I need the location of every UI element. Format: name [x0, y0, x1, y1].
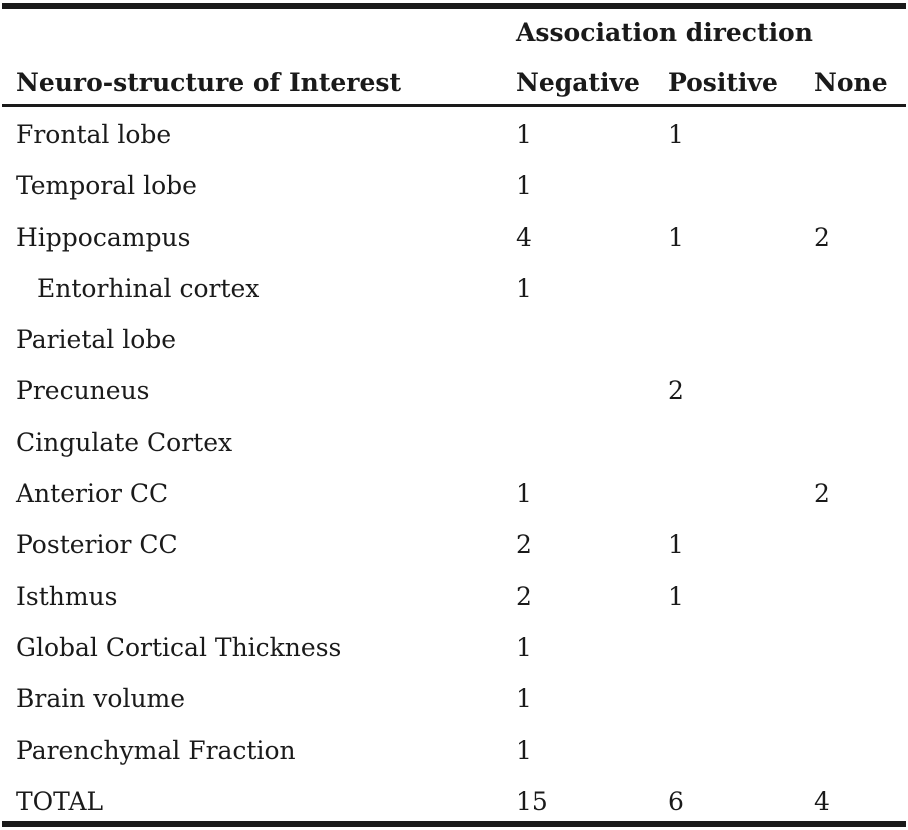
cell-none: 2 — [814, 479, 830, 509]
cell-negative: 1 — [516, 120, 532, 149]
row-label: Temporal lobe — [16, 171, 197, 201]
group-header-association-direction: Association direction — [516, 18, 813, 47]
table-body — [0, 110, 908, 828]
table-bottom-rule — [2, 821, 906, 827]
cell-negative: 2 — [516, 581, 532, 611]
row-label: Global Cortical Thickness — [16, 632, 342, 662]
row-label: Cingulate Cortex — [16, 427, 233, 457]
column-header-neuro-structure: Neuro-structure of Interest — [16, 68, 402, 97]
table-row — [0, 520, 908, 571]
table-row — [0, 366, 908, 417]
table-row — [0, 213, 908, 264]
cell-positive: 1 — [668, 530, 684, 560]
table-row — [0, 572, 908, 623]
row-label: Entorhinal cortex — [37, 273, 260, 303]
cell-negative: 2 — [516, 530, 532, 560]
column-header-negative: Negative — [516, 68, 640, 97]
cell-negative: 4 — [516, 222, 532, 252]
row-label: Parenchymal Fraction — [16, 735, 296, 765]
table-row — [0, 418, 908, 469]
table-header-rule — [2, 104, 906, 107]
table-row — [0, 315, 908, 366]
row-label: Posterior CC — [16, 530, 178, 560]
table-row — [0, 726, 908, 777]
cell-negative: 1 — [516, 735, 532, 765]
row-label: Isthmus — [16, 581, 118, 611]
cell-positive: 1 — [668, 581, 684, 611]
table-row — [0, 110, 908, 161]
row-label: Precuneus — [16, 376, 150, 406]
table-top-rule — [2, 3, 906, 9]
cell-negative: 1 — [516, 479, 532, 509]
cell-negative: 15 — [516, 786, 548, 816]
cell-negative: 1 — [516, 273, 532, 303]
row-label: Anterior CC — [16, 479, 169, 509]
row-label: Brain volume — [16, 684, 186, 714]
table-row — [0, 161, 908, 212]
cell-negative: 1 — [516, 171, 532, 201]
cell-negative: 1 — [516, 684, 532, 714]
column-header-none: None — [814, 68, 888, 97]
row-label: Hippocampus — [16, 222, 191, 252]
cell-none: 2 — [814, 222, 830, 252]
cell-positive: 2 — [668, 376, 684, 406]
cell-positive: 1 — [668, 222, 684, 252]
cell-negative: 1 — [516, 632, 532, 662]
row-label: TOTAL — [16, 786, 104, 816]
table-row — [0, 469, 908, 520]
cell-positive: 6 — [668, 786, 684, 816]
row-label: Parietal lobe — [16, 325, 177, 355]
column-header-positive: Positive — [668, 68, 778, 97]
table-row — [0, 623, 908, 674]
cell-none: 4 — [814, 786, 830, 816]
table-row — [0, 264, 908, 315]
row-label: Frontal lobe — [16, 120, 172, 149]
cell-positive: 1 — [668, 120, 684, 149]
table-row — [0, 674, 908, 725]
